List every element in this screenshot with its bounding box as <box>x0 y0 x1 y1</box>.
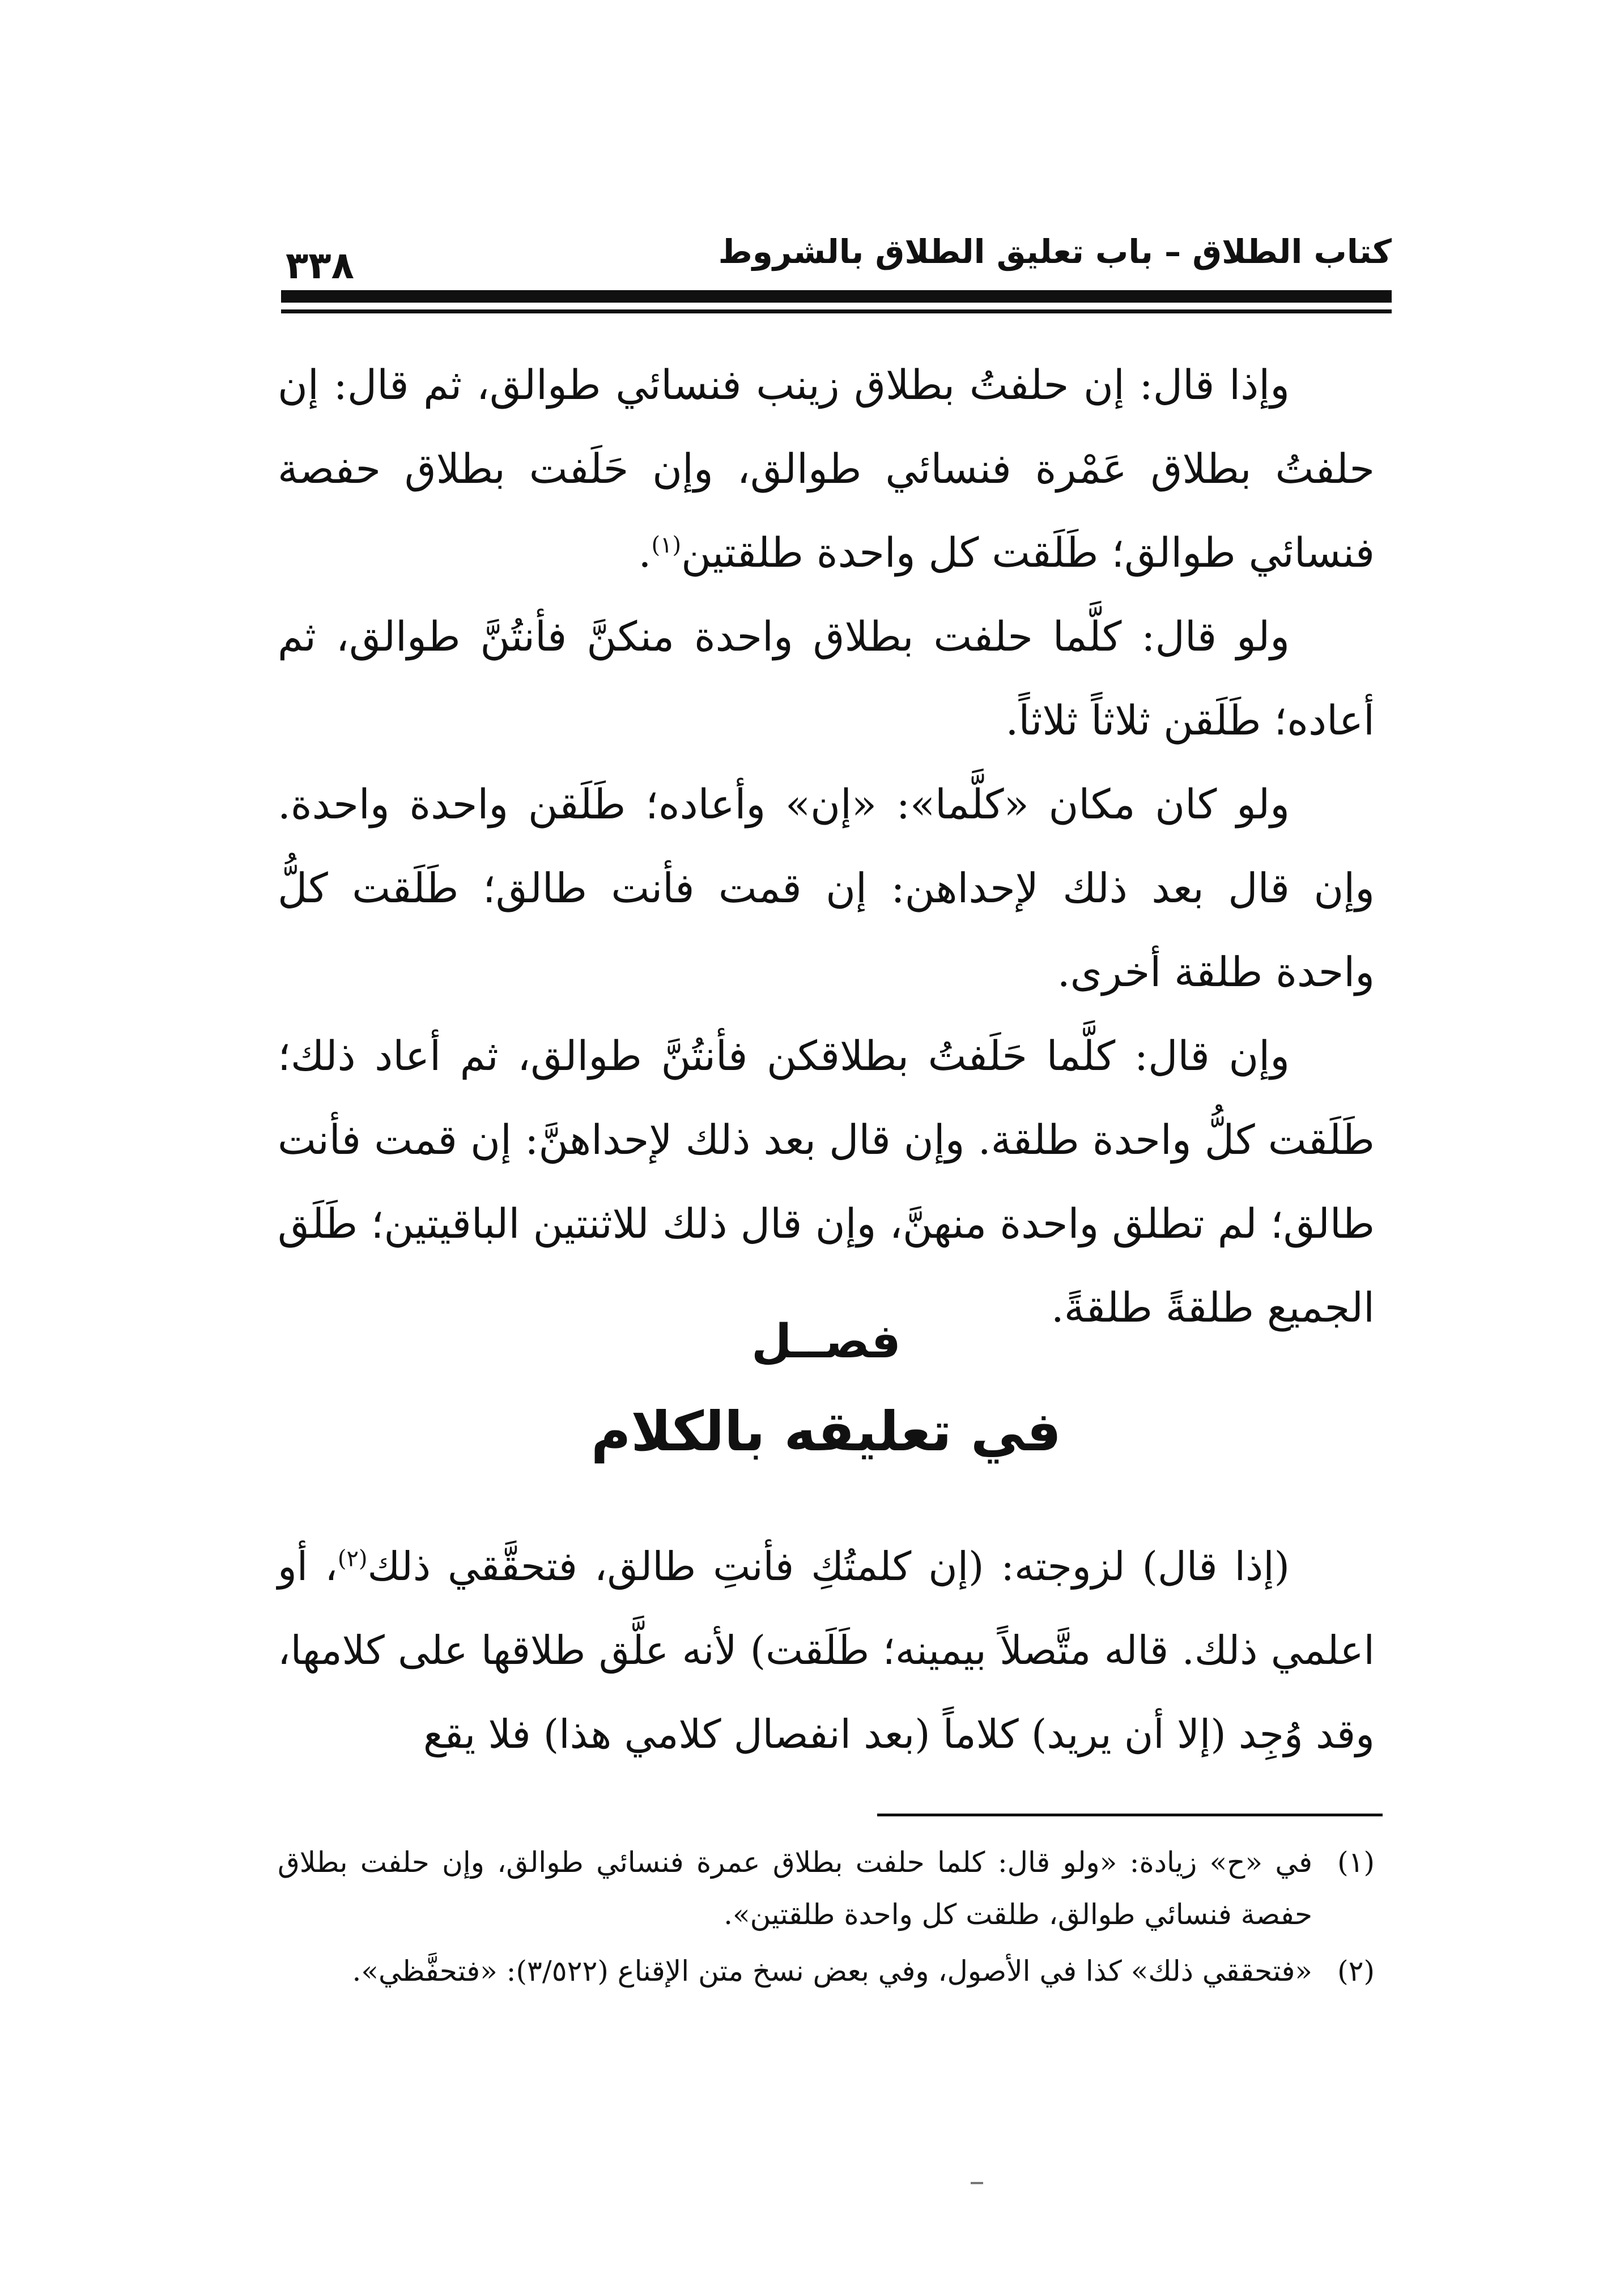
running-head <box>281 227 1392 289</box>
paragraph-5-text-a: (إذا قال) لزوجته: (إن كلمتُكِ فأنتِ طالق، فتحقَّقي ذلك <box>367 1543 1290 1590</box>
footnote-separator <box>877 1814 1383 1816</box>
footnote-1 <box>278 1836 1375 1940</box>
paragraph-5 <box>278 1525 1375 1776</box>
footnote-2 <box>278 1945 1375 1997</box>
paragraph-2: ولو قال: كلَّما حلفت بطلاق واحدة منكنَّ فأنتُنَّ طوالق، ثم أعاده؛ طَلَقن ثلاثاً ثلاثاً. <box>278 613 1375 744</box>
paragraph-1-text: وإذا قال: إن حلفتُ بطلاق زينب فنسائي طوالق، ثم قال: إن حلفتُ بطلاق عَمْرة فنسائي طوالق، وإن حَلَفت بطلاق حفصة فنسائي طوالق؛ طَلَقت كل واحدة طلقتين <box>278 361 1375 576</box>
paragraph-1 <box>278 343 1375 595</box>
paragraph-4: وإن قال: كلَّما حَلَفتُ بطلاقكن فأنتُنَّ طوالق، ثم أعاد ذلك؛ طَلَقت كلُّ واحدة طلقة. وإن قال بعد ذلك لإحداهنَّ: إن قمت فأنت طالق؛ لم تطلق واحدة منهنَّ، وإن قال ذلك للاثنتين الباقيتين؛ طَلَق الجميع طلقةً طلقةً. <box>278 1032 1375 1331</box>
section-title: في تعليقه بالكلام <box>591 1400 1061 1463</box>
main-text-2 <box>278 1525 1375 1776</box>
main-text <box>278 343 1375 1349</box>
footnotes <box>278 1836 1375 2002</box>
scan-speck <box>971 2182 983 2184</box>
footnote-ref-2: (٢) <box>337 1545 368 1572</box>
paragraph-1-tail: . <box>638 529 652 576</box>
header-rule-thin <box>281 309 1392 313</box>
paragraph-3: ولو كان مكان «كلَّما»: «إن» وأعاده؛ طَلَقن واحدة واحدة. وإن قال بعد ذلك لإحداهن: إن قمت فأنت طالق؛ طَلَقت كلُّ واحدة طلقة أخرى. <box>278 780 1375 996</box>
page-number: ٣٣٨ <box>286 244 354 287</box>
footnote-2-text: «فتحققي ذلك» كذا في الأصول، وفي بعض نسخ متن الإقناع (٣/٥٢٢): «فتحفَّظي». <box>352 1955 1312 1988</box>
header-rule-thick <box>281 290 1392 303</box>
footnote-2-number: (٢) <box>1337 1955 1375 1988</box>
paragraph-5-text-b: ، أو اعلمي ذلك. قاله متَّصلاً بيمينه؛ طَلَقت) لأنه علَّق طلاقها على كلامها، وقد وُجِد (إلا أن يريد) كلاماً (بعد انفصال كلامي هذا) فلا يقع <box>278 1543 1375 1757</box>
footnote-1-number: (١) <box>1337 1846 1375 1879</box>
section-label: فصــل <box>751 1315 901 1369</box>
running-title: كتاب الطلاق – باب تعليق الطلاق بالشروط <box>718 232 1392 271</box>
footnote-ref-1: (١) <box>651 532 682 558</box>
footnote-1-text: في «ح» زيادة: «ولو قال: كلما حلفت بطلاق عمرة فنسائي طوالق، وإن حلفت بطلاق حفصة فنسائي طوالق، طلقت كل واحدة طلقتين». <box>278 1846 1312 1931</box>
